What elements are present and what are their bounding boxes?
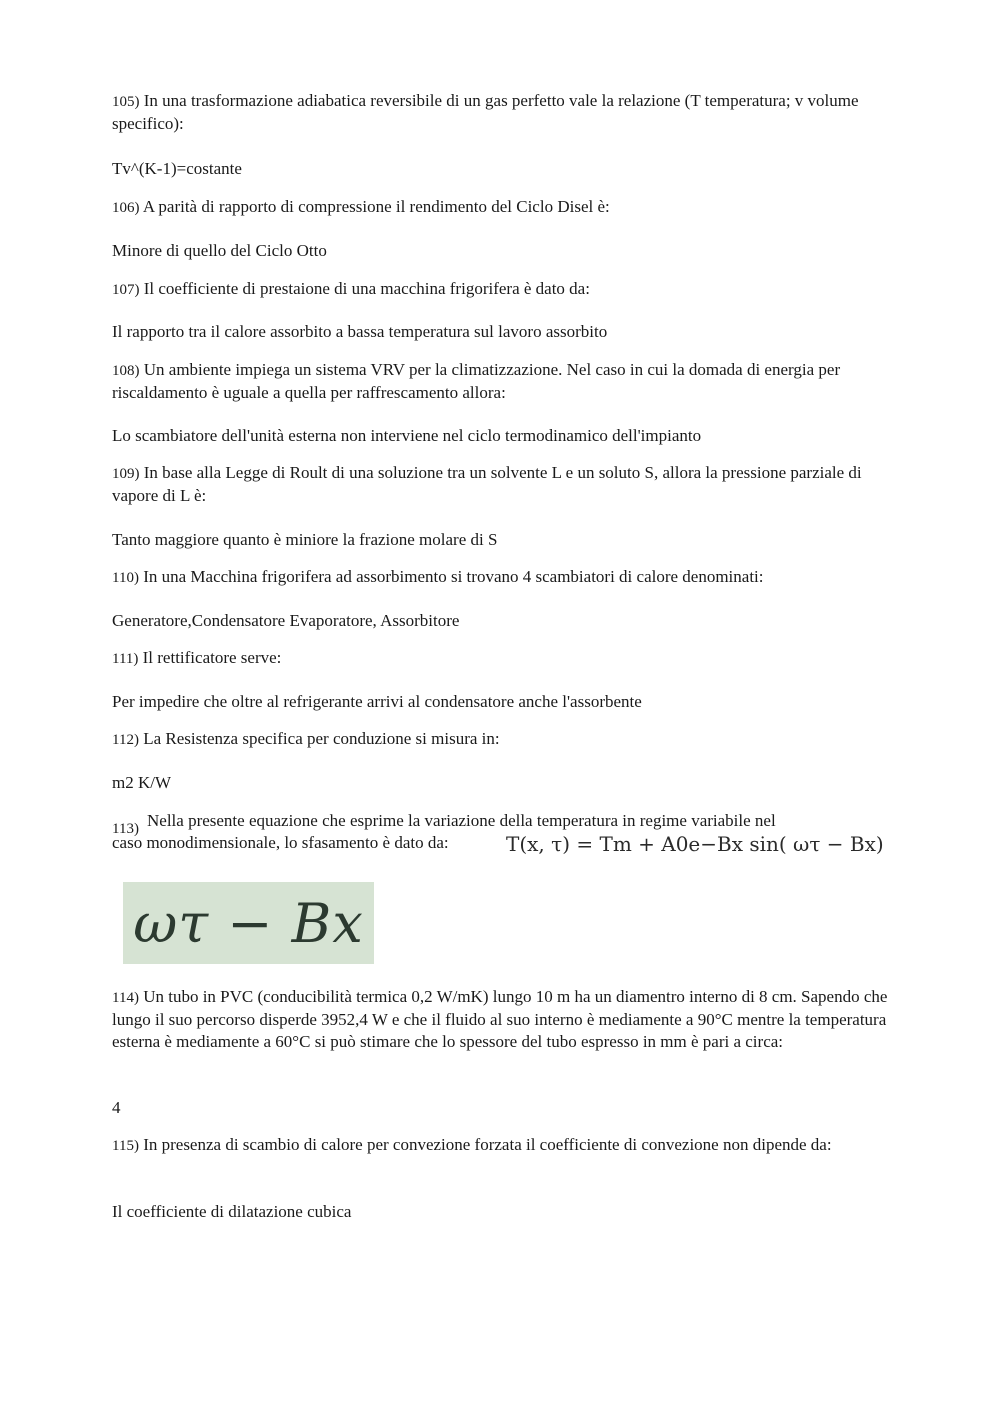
equation-image: T(x, τ) = Tm + A0e−Bx sin( ωτ − Bx) [506, 832, 884, 856]
question-text-line2: caso monodimensionale, lo sfasamento è dato da: [112, 833, 449, 852]
question-110 [112, 566, 764, 589]
question-number: 105) [112, 94, 140, 110]
question-text: In base alla Legge di Roult di una soluzione tra un solvente L e un soluto S, allora la pressione parziale di vapore di L è: [112, 463, 862, 505]
question-text: La Resistenza specifica per conduzione si misura in: [143, 729, 500, 748]
answer-115: Il coefficiente di dilatazione cubica [112, 1202, 352, 1221]
question-text: Un tubo in PVC (conducibilità termica 0,2 W/mK) lungo 10 m ha un diamentro interno di 8 cm. Sapendo che lungo il suo percorso disperde 3952,4 W e che il fluido al suo interno è mediamente a 90°C mentre la temperatura esterna è mediamente a 60°C si può stimare che lo spessore del tubo espresso in mm è pari a circa: [112, 987, 888, 1051]
answer-114: 4 [112, 1098, 121, 1117]
question-text: In una trasformazione adiabatica reversibile di un gas perfetto vale la relazione (T temperatura; v volume specifico): [112, 91, 859, 133]
question-111 [112, 647, 281, 670]
question-text: Il rettificatore serve: [142, 648, 282, 667]
question-text: In presenza di scambio di calore per convezione forzata il coefficiente di convezione non dipende da: [143, 1135, 832, 1154]
answer-112: m2 K/W [112, 773, 172, 792]
question-112 [112, 728, 500, 751]
question-number: 112) [112, 732, 139, 748]
question-number: 111) [112, 651, 139, 667]
question-106 [112, 196, 610, 219]
question-text-line1: Nella presente equazione che esprime la variazione della temperatura in regime variabile nel [147, 811, 776, 830]
answer-109: Tanto maggiore quanto è miniore la frazione molare di S [112, 530, 498, 549]
question-number: 110) [112, 570, 139, 586]
question-107 [112, 278, 590, 301]
answer-110: Generatore,Condensatore Evaporatore, Assorbitore [112, 611, 460, 630]
question-115 [112, 1134, 832, 1157]
answer-107: Il rapporto tra il calore assorbito a bassa temperatura sul lavoro assorbito [112, 322, 608, 341]
question-text: A parità di rapporto di compressione il rendimento del Ciclo Disel è: [142, 197, 610, 216]
question-text: Un ambiente impiega un sistema VRV per la climatizzazione. Nel caso in cui la domada di energia per riscaldamento è uguale a quella per raffrescamento allora: [112, 360, 841, 402]
answer-formula-image [123, 882, 374, 964]
question-text: Il coefficiente di prestaione di una macchina frigorifera è dato da: [143, 279, 590, 298]
question-number: 106) [112, 200, 140, 216]
question-105 [112, 90, 892, 135]
answer-108: Lo scambiatore dell'unità esterna non interviene nel ciclo termodinamico dell'impianto [112, 426, 702, 445]
question-number: 115) [112, 1138, 139, 1154]
question-109 [112, 462, 892, 507]
answer-105: Tv^(K-1)=costante [112, 159, 242, 178]
question-text: In una Macchina frigorifera ad assorbimento si trovano 4 scambiatori di calore denominati: [143, 567, 764, 586]
question-number: 108) [112, 363, 140, 379]
question-114 [112, 986, 892, 1053]
question-number: 107) [112, 282, 140, 298]
question-number: 113) [112, 821, 139, 837]
answer-formula-text: ωτ − Bx [133, 891, 364, 955]
question-108 [112, 359, 892, 404]
question-number: 114) [112, 990, 139, 1006]
answer-106: Minore di quello del Ciclo Otto [112, 241, 327, 260]
question-113 [112, 810, 892, 860]
question-number: 109) [112, 466, 140, 482]
answer-111: Per impedire che oltre al refrigerante arrivi al condensatore anche l'assorbente [112, 692, 642, 711]
